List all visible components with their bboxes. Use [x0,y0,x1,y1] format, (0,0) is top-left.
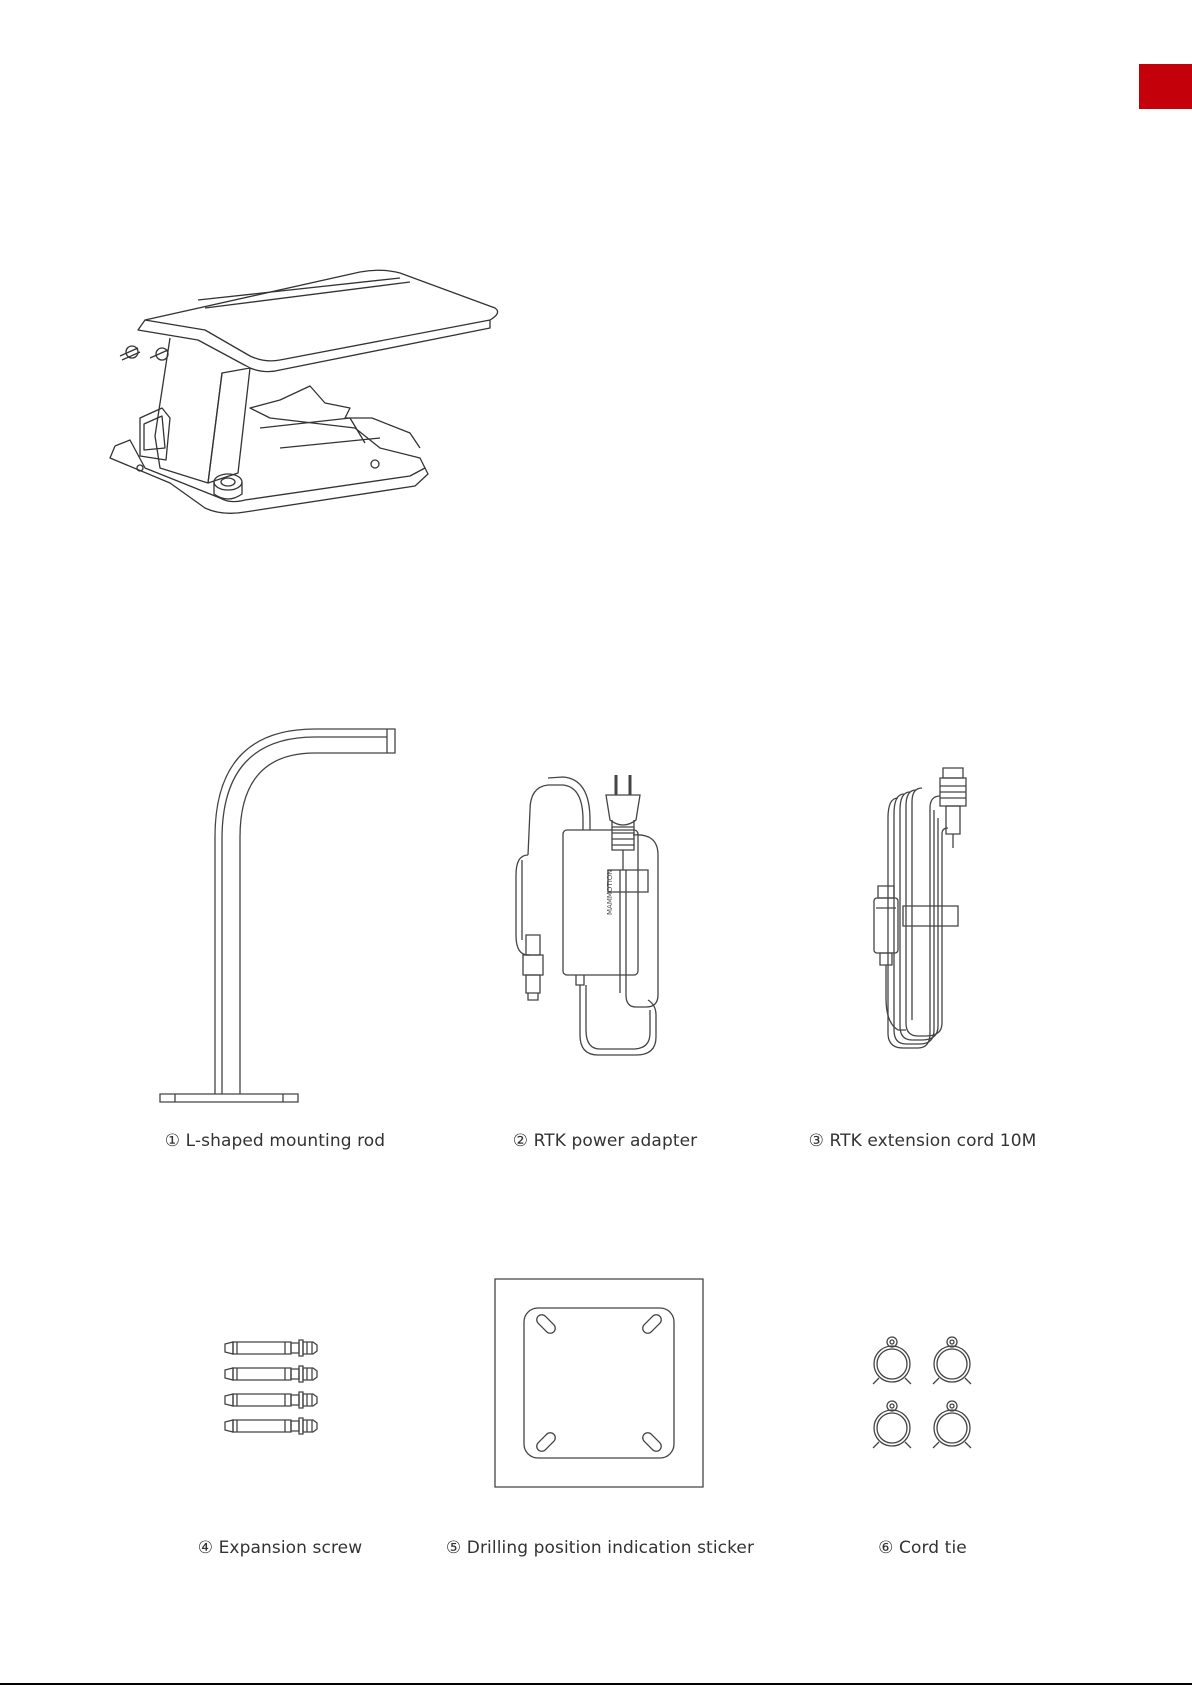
extension-cord-illustration [868,768,973,1053]
drilling-sticker-illustration [494,1278,704,1488]
svg-text:MAMMOTION: MAMMOTION [606,869,614,915]
expansion-screws-illustration [223,1340,353,1445]
caption-power-adapter: ② RTK power adapter [512,1131,698,1151]
caption-extension-cord: ③ RTK extension cord 10M [808,1131,1037,1151]
caption-expansion-screw: ④ Expansion screw [197,1538,363,1558]
caption-l-shaped-rod: ① L-shaped mounting rod [164,1131,386,1151]
l-shaped-rod-illustration [155,727,400,1102]
caption-drilling-sticker: ⑤ Drilling position indication sticker [445,1538,755,1558]
charging-station-illustration [110,268,500,518]
power-adapter-illustration [508,775,693,1060]
section-marker [1139,64,1192,109]
cord-ties-illustration [867,1334,982,1454]
caption-cord-tie: ⑥ Cord tie [878,1538,967,1558]
